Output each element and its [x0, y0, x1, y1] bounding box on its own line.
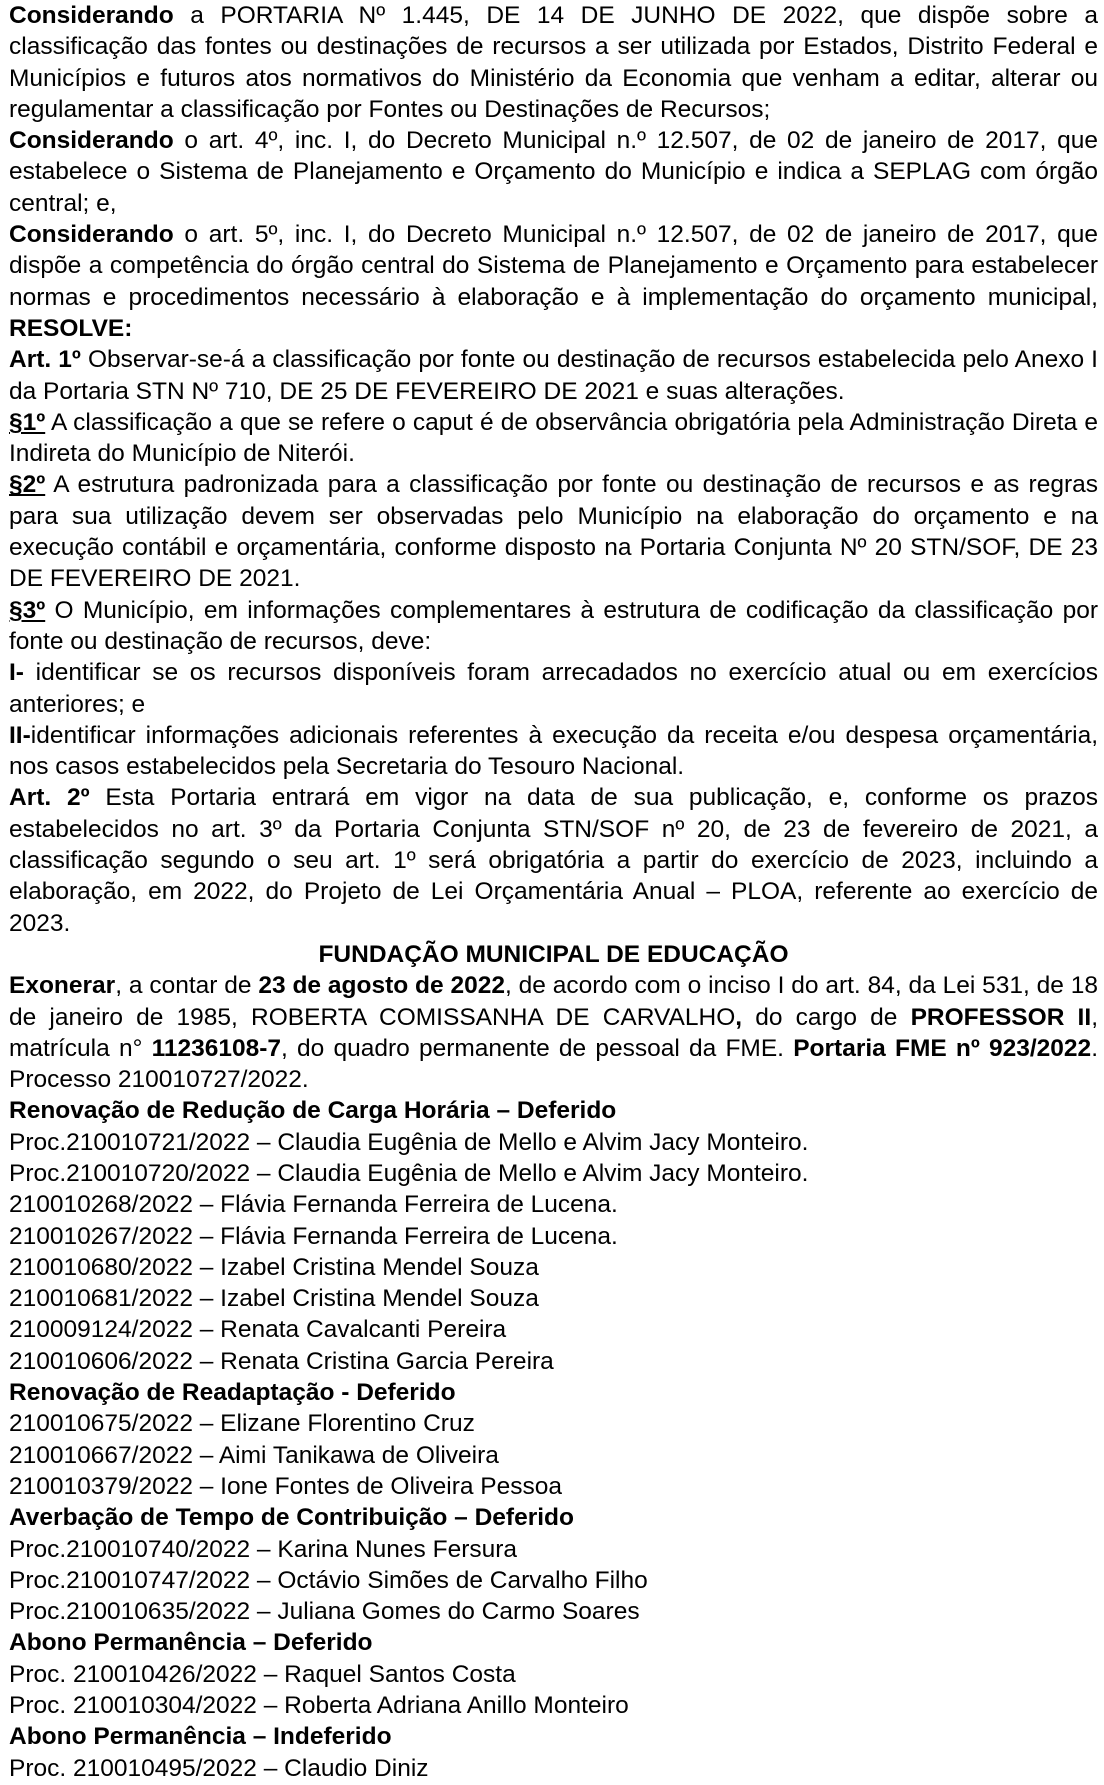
considerando-paragraph-3: [9, 219, 1098, 344]
list-item: Proc.210010721/2022 – Claudia Eugênia de Mello e Alvim Jacy Monteiro.: [9, 1128, 809, 1156]
portaria-number: Portaria FME nº 923/2022: [793, 1034, 1092, 1062]
fme-heading: FUNDAÇÃO MUNICIPAL DE EDUCAÇÃO: [318, 940, 789, 968]
paragraph-section-1: [9, 407, 1098, 470]
list-item: 210010268/2022 – Flávia Fernanda Ferreira de Lucena.: [9, 1191, 618, 1219]
inciso-2: [9, 720, 1098, 783]
resolve-label: RESOLVE:: [9, 314, 133, 342]
section-title: [9, 1627, 1098, 1658]
effective-date: 23 de agosto de 2022: [258, 972, 505, 1000]
paragraph-text: o art. 5º, inc. I, do Decreto Municipal n.º 12.507, de 02 de janeiro de 2017, que dispõe a competência do órgão central do Sistema de Planejamento e Orçamento para estabelecer normas e procedimentos necessário à elaboração e à implementação do orçamento municipal,: [9, 221, 1098, 311]
considerando-label: Considerando: [9, 127, 174, 155]
section-title: [9, 1095, 1098, 1126]
exoneration-text: , do quadro permanente de pessoal da FME.: [281, 1034, 794, 1062]
entry-list: [9, 1753, 1098, 1784]
article-text: Observar-se-á a classificação por fonte ou destinação de recursos estabelecida pelo Anexo I da Portaria STN Nº 710, DE 25 DE FEVEREIRO DE 2021 e suas alterações.: [9, 346, 1098, 405]
considerando-label: Considerando: [9, 221, 174, 249]
paragraph-text: o art. 4º, inc. I, do Decreto Municipal n.º 12.507, de 02 de janeiro de 2017, que estabelece o Sistema de Planejamento e Orçamento do Município e indica a SEPLAG com órgão central; e,: [9, 127, 1098, 217]
section-text: O Município, em informações complementares à estrutura de codificação da classificação por fonte ou destinação de recursos, deve:: [9, 596, 1098, 655]
section-averbacao: [9, 1502, 1098, 1627]
paragraph-section-3: [9, 595, 1098, 658]
list-item: 210010606/2022 – Renata Cristina Garcia Pereira: [9, 1347, 554, 1375]
list-item: Proc.210010720/2022 – Claudia Eugênia de Mello e Alvim Jacy Monteiro.: [9, 1159, 809, 1187]
exoneration-text: , de acordo com o inciso I do art. 84, da Lei 531, de 18 de janeiro de 1985, ROBERTA COMISSANHA DE CARVALHO: [9, 972, 1098, 1031]
section-sign-label: §3º: [9, 596, 46, 624]
entry-list: [9, 1408, 1098, 1502]
inciso-label: I-: [9, 659, 24, 687]
section-title-text: Abono Permanência – Deferido: [9, 1629, 373, 1657]
list-item: 210010680/2022 – Izabel Cristina Mendel Souza: [9, 1253, 539, 1281]
article-2: [9, 782, 1098, 938]
section-abono-indeferido: [9, 1721, 1098, 1784]
list-item: 210010675/2022 – Elizane Florentino Cruz: [9, 1410, 475, 1438]
paragraph-text: a PORTARIA Nº 1.445, DE 14 DE JUNHO DE 2022, que dispõe sobre a classificação das fontes ou destinações de recursos a ser utilizada por Estados, Distrito Federal e Municípios e futuros atos normativos do Ministério da Economia que venham a editar, alterar ou regulamentar a classificação por Fontes ou Destinações de Recursos;: [9, 2, 1098, 123]
job-title: PROFESSOR II: [910, 1003, 1092, 1031]
list-item: Proc.210010635/2022 – Juliana Gomes do Carmo Soares: [9, 1598, 640, 1626]
list-item: 210010267/2022 – Flávia Fernanda Ferreira de Lucena.: [9, 1222, 618, 1250]
list-item: Proc. 210010495/2022 – Claudio Diniz: [9, 1754, 429, 1782]
exoneration-text: , a contar de: [115, 972, 259, 1000]
list-item: Proc. 210010426/2022 – Raquel Santos Costa: [9, 1660, 516, 1688]
section-sign-label: §1º: [9, 408, 46, 436]
list-item: 210010681/2022 – Izabel Cristina Mendel Souza: [9, 1285, 539, 1313]
list-item: 210010667/2022 – Aimi Tanikawa de Oliveira: [9, 1441, 499, 1469]
entry-list: [9, 1659, 1098, 1722]
exoneration-text: do cargo de: [742, 1003, 911, 1031]
article-1: [9, 344, 1098, 407]
section-title-text: Averbação de Tempo de Contribuição – Deferido: [9, 1504, 574, 1532]
considerando-paragraph-2: [9, 125, 1098, 219]
comma-bold: ,: [735, 1003, 743, 1031]
exonerar-label: Exonerar: [9, 972, 116, 1000]
section-title: [9, 1721, 1098, 1752]
exoneration-paragraph: [9, 970, 1098, 1095]
list-item: Proc.210010740/2022 – Karina Nunes Fersura: [9, 1535, 518, 1563]
registration-number: 11236108-7: [151, 1034, 282, 1062]
article-label: Art. 1º: [9, 346, 81, 374]
exoneration-text: , matrícula n°: [9, 1003, 1098, 1062]
section-title-text: Renovação de Readaptação - Deferido: [9, 1379, 456, 1407]
considerando-label: Considerando: [9, 2, 174, 29]
paragraph-section-2: [9, 469, 1098, 594]
inciso-text: identificar informações adicionais referentes à execução da receita e/ou despesa orçamentária, nos casos estabelecidos pela Secretaria do Tesouro Nacional.: [9, 721, 1098, 781]
section-sign-label: §2º: [9, 471, 46, 499]
section-text: A classificação a que se refere o caput é de observância obrigatória pela Administração Direta e Indireta do Município de Niterói.: [9, 408, 1098, 468]
inciso-1: [9, 657, 1098, 720]
inciso-text: identificar se os recursos disponíveis foram arrecadados no exercício atual ou em exercícios anteriores; e: [9, 659, 1098, 718]
section-reducao-carga: [9, 1095, 1098, 1377]
exoneration-text: . Processo 210010727/2022.: [9, 1034, 1098, 1094]
list-item: 210009124/2022 – Renata Cavalcanti Pereira: [9, 1316, 507, 1344]
section-readaptacao: [9, 1377, 1098, 1502]
article-text: Esta Portaria entrará em vigor na data de sua publicação, e, conforme os prazos estabelecidos no art. 3º da Portaria Conjunta STN/SOF nº 20, de 23 de fevereiro de 2021, a classificação segundo o seu art. 1º será obrigatória a partir do exercício de 2023, incluindo a elaboração, em 2022, do Projeto de Lei Orçamentária Anual – PLOA, referente ao exercício de 2023.: [9, 784, 1098, 937]
section-title: [9, 1502, 1098, 1533]
list-item: Proc.210010747/2022 – Octávio Simões de Carvalho Filho: [9, 1566, 648, 1594]
section-title-text: Renovação de Redução de Carga Horária – Deferido: [9, 1097, 617, 1125]
section-title: [9, 1377, 1098, 1408]
section-abono-deferido: [9, 1627, 1098, 1721]
list-item: 210010379/2022 – Ione Fontes de Oliveira Pessoa: [9, 1472, 563, 1500]
section-text: A estrutura padronizada para a classificação por fonte ou destinação de recursos e as regras para sua utilização devem ser observadas pelo Município na elaboração do orçamento e na execução contábil e orçamentária, conforme disposto na Portaria Conjunta Nº 20 STN/SOF, DE 23 DE FEVEREIRO DE 2021.: [9, 471, 1098, 593]
section-title-text: Abono Permanência – Indeferido: [9, 1723, 392, 1751]
entry-list: [9, 1127, 1098, 1377]
list-item: Proc. 210010304/2022 – Roberta Adriana Anillo Monteiro: [9, 1692, 629, 1720]
entry-list: [9, 1534, 1098, 1628]
inciso-label: II-: [9, 721, 31, 749]
considerando-paragraph-1: [9, 0, 1098, 125]
article-label: Art. 2º: [9, 784, 90, 812]
